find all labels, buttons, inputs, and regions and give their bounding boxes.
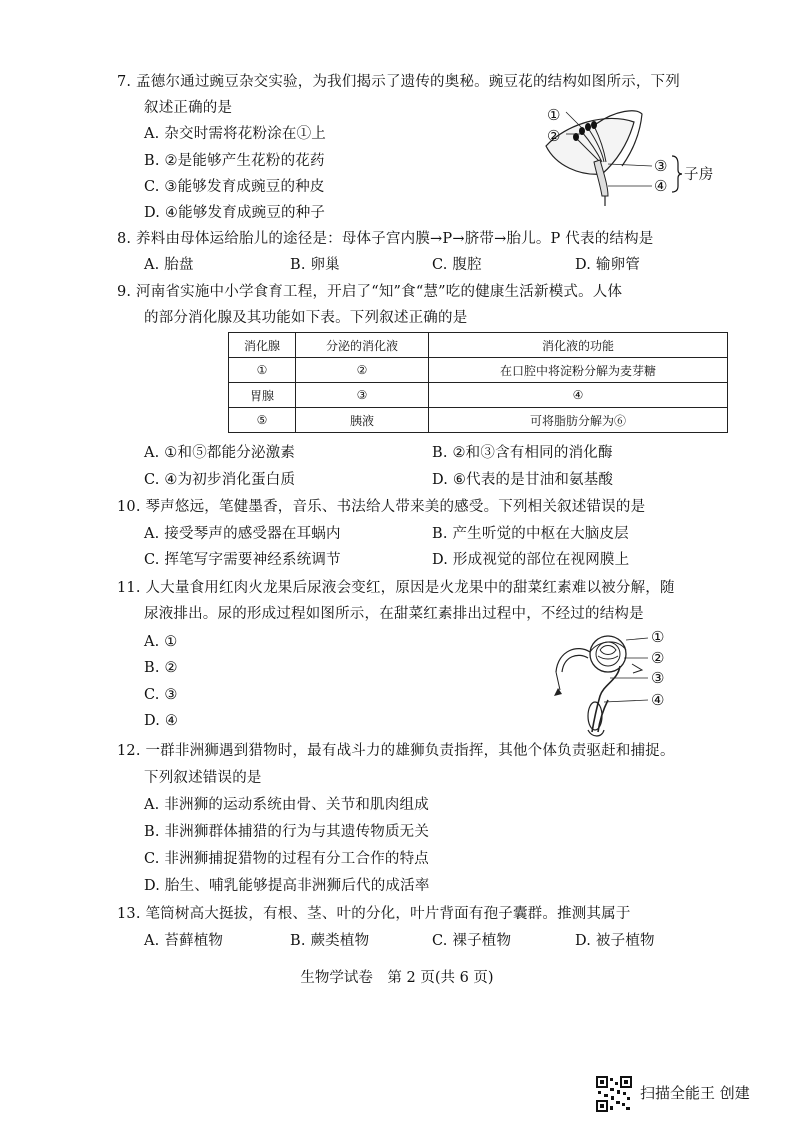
table-header: 消化液的功能 [429,333,728,358]
q8-option-b: B. 卵巢 [290,257,340,273]
q13-option-b: B. 蕨类植物 [290,933,370,949]
q7-option-a: A. 杂交时需将花粉涂在①上 [144,126,326,142]
ovary-label: 子房 [684,167,714,183]
table-cell: 在口腔中将淀粉分解为麦芽糖 [429,358,728,383]
q11-option-d: D. ④ [144,713,179,729]
pea-label-3: ③ [654,157,668,175]
table-header-row [229,333,728,358]
q7-option-b: B. ②是能够产生花粉的花药 [144,153,325,169]
q10-stem: 10. 琴声悠远，笔健墨香，音乐、书法给人带来美的感受。下列相关叙述错误的是 [117,499,646,515]
table-cell: ① [229,358,296,383]
pea-label-4: ④ [654,177,668,195]
q9-option-a: A. ①和⑤都能分泌激素 [144,445,296,461]
q13-option-d: D. 被子植物 [575,933,655,949]
table-row [229,383,728,408]
q12-stem-line2: 下列叙述错误的是 [144,770,262,786]
q10-option-c: C. 挥笔写字需要神经系统调节 [144,552,341,568]
table-cell: 胰液 [296,408,429,433]
pea-label-2: ② [547,127,561,145]
q10-option-a: A. 接受琴声的感受器在耳蜗内 [144,526,341,542]
qr-code-icon [596,1076,632,1112]
table-cell: 胃腺 [229,383,296,408]
table-row [229,408,728,433]
q7-option-d: D. ④能够发育成豌豆的种子 [144,205,326,221]
ovary-brace [672,156,682,192]
table-cell: ⑤ [229,408,296,433]
table-header: 分泌的消化液 [296,333,429,358]
q8-option-a: A. 胎盘 [144,257,194,273]
q7-option-c: C. ③能够发育成豌豆的种皮 [144,179,325,195]
q12-option-d: D. 胎生、哺乳能够提高非洲狮后代的成活率 [144,878,430,894]
q11-option-a: A. ① [144,634,178,650]
page-footer: 生物学试卷 第 2 页(共 6 页) [300,970,494,986]
q11-stem-line2: 尿液排出。尿的形成过程如图所示，在甜菜红素排出过程中，不经过的结构是 [144,606,644,622]
q8-stem: 8. 养料由母体运给胎儿的途径是：母体子宫内膜→P→脐带→胎儿。P 代表的结构是 [117,231,654,247]
q8-option-d: D. 输卵管 [575,257,641,273]
table-cell: ③ [296,383,429,408]
q11-stem-line1: 11. 人大量食用红肉火龙果后尿液会变红，原因是火龙果中的甜菜红素难以被分解，随 [117,580,675,596]
q10-option-d: D. 形成视觉的部位在视网膜上 [432,552,630,568]
nephron-label-1: ① [651,628,665,646]
q9-option-c: C. ④为初步消化蛋白质 [144,472,296,488]
table-row [229,358,728,383]
q9-stem-line1: 9. 河南省实施中小学食育工程，开启了“知”食“慧”吃的健康生活新模式。人体 [117,284,623,300]
nephron-label-2: ② [651,649,665,667]
q13-option-c: C. 裸子植物 [432,933,512,949]
q7-stem-line2: 叙述正确的是 [144,100,233,116]
nephron-label-3: ③ [651,669,665,687]
pea-label-1: ① [547,106,561,124]
nephron-label-4: ④ [651,691,665,709]
table-cell: ④ [429,383,728,408]
nephron-diagram [548,630,658,740]
digestive-gland-table [228,332,728,433]
q13-stem: 13. 笔筒树高大挺拔，有根、茎、叶的分化，叶片背面有孢子囊群。推测其属于 [117,906,631,922]
q9-option-b: B. ②和③含有相同的消化酶 [432,445,613,461]
q11-option-b: B. ② [144,660,178,676]
q9-stem-line2: 的部分消化腺及其功能如下表。下列叙述正确的是 [144,310,468,326]
q10-option-b: B. 产生听觉的中枢在大脑皮层 [432,526,629,542]
q12-option-a: A. 非洲狮的运动系统由骨、关节和肌肉组成 [144,797,429,813]
q12-option-c: C. 非洲狮捕捉猎物的过程有分工合作的特点 [144,851,429,867]
q9-option-d: D. ⑥代表的是甘油和氨基酸 [432,472,614,488]
q12-stem-line1: 12. 一群非洲狮遇到猎物时，最有战斗力的雄狮负责指挥，其他个体负责驱赶和捕捉。 [117,743,675,759]
q13-option-a: A. 苔藓植物 [144,933,224,949]
q11-option-c: C. ③ [144,687,178,703]
table-header: 消化腺 [229,333,296,358]
table-cell: ② [296,358,429,383]
q7-stem-line1: 7. 孟德尔通过豌豆杂交实验，为我们揭示了遗传的奥秘。豌豆花的结构如图所示，下列 [117,74,680,90]
scanner-brand-text: 扫描全能王 创建 [640,1084,750,1102]
table-cell: 可将脂肪分解为⑥ [429,408,728,433]
renal-tubule [592,666,620,732]
pea-flower-diagram [536,104,716,208]
q8-option-c: C. 腹腔 [432,257,482,273]
q12-option-b: B. 非洲狮群体捕猎的行为与其遗传物质无关 [144,824,430,840]
